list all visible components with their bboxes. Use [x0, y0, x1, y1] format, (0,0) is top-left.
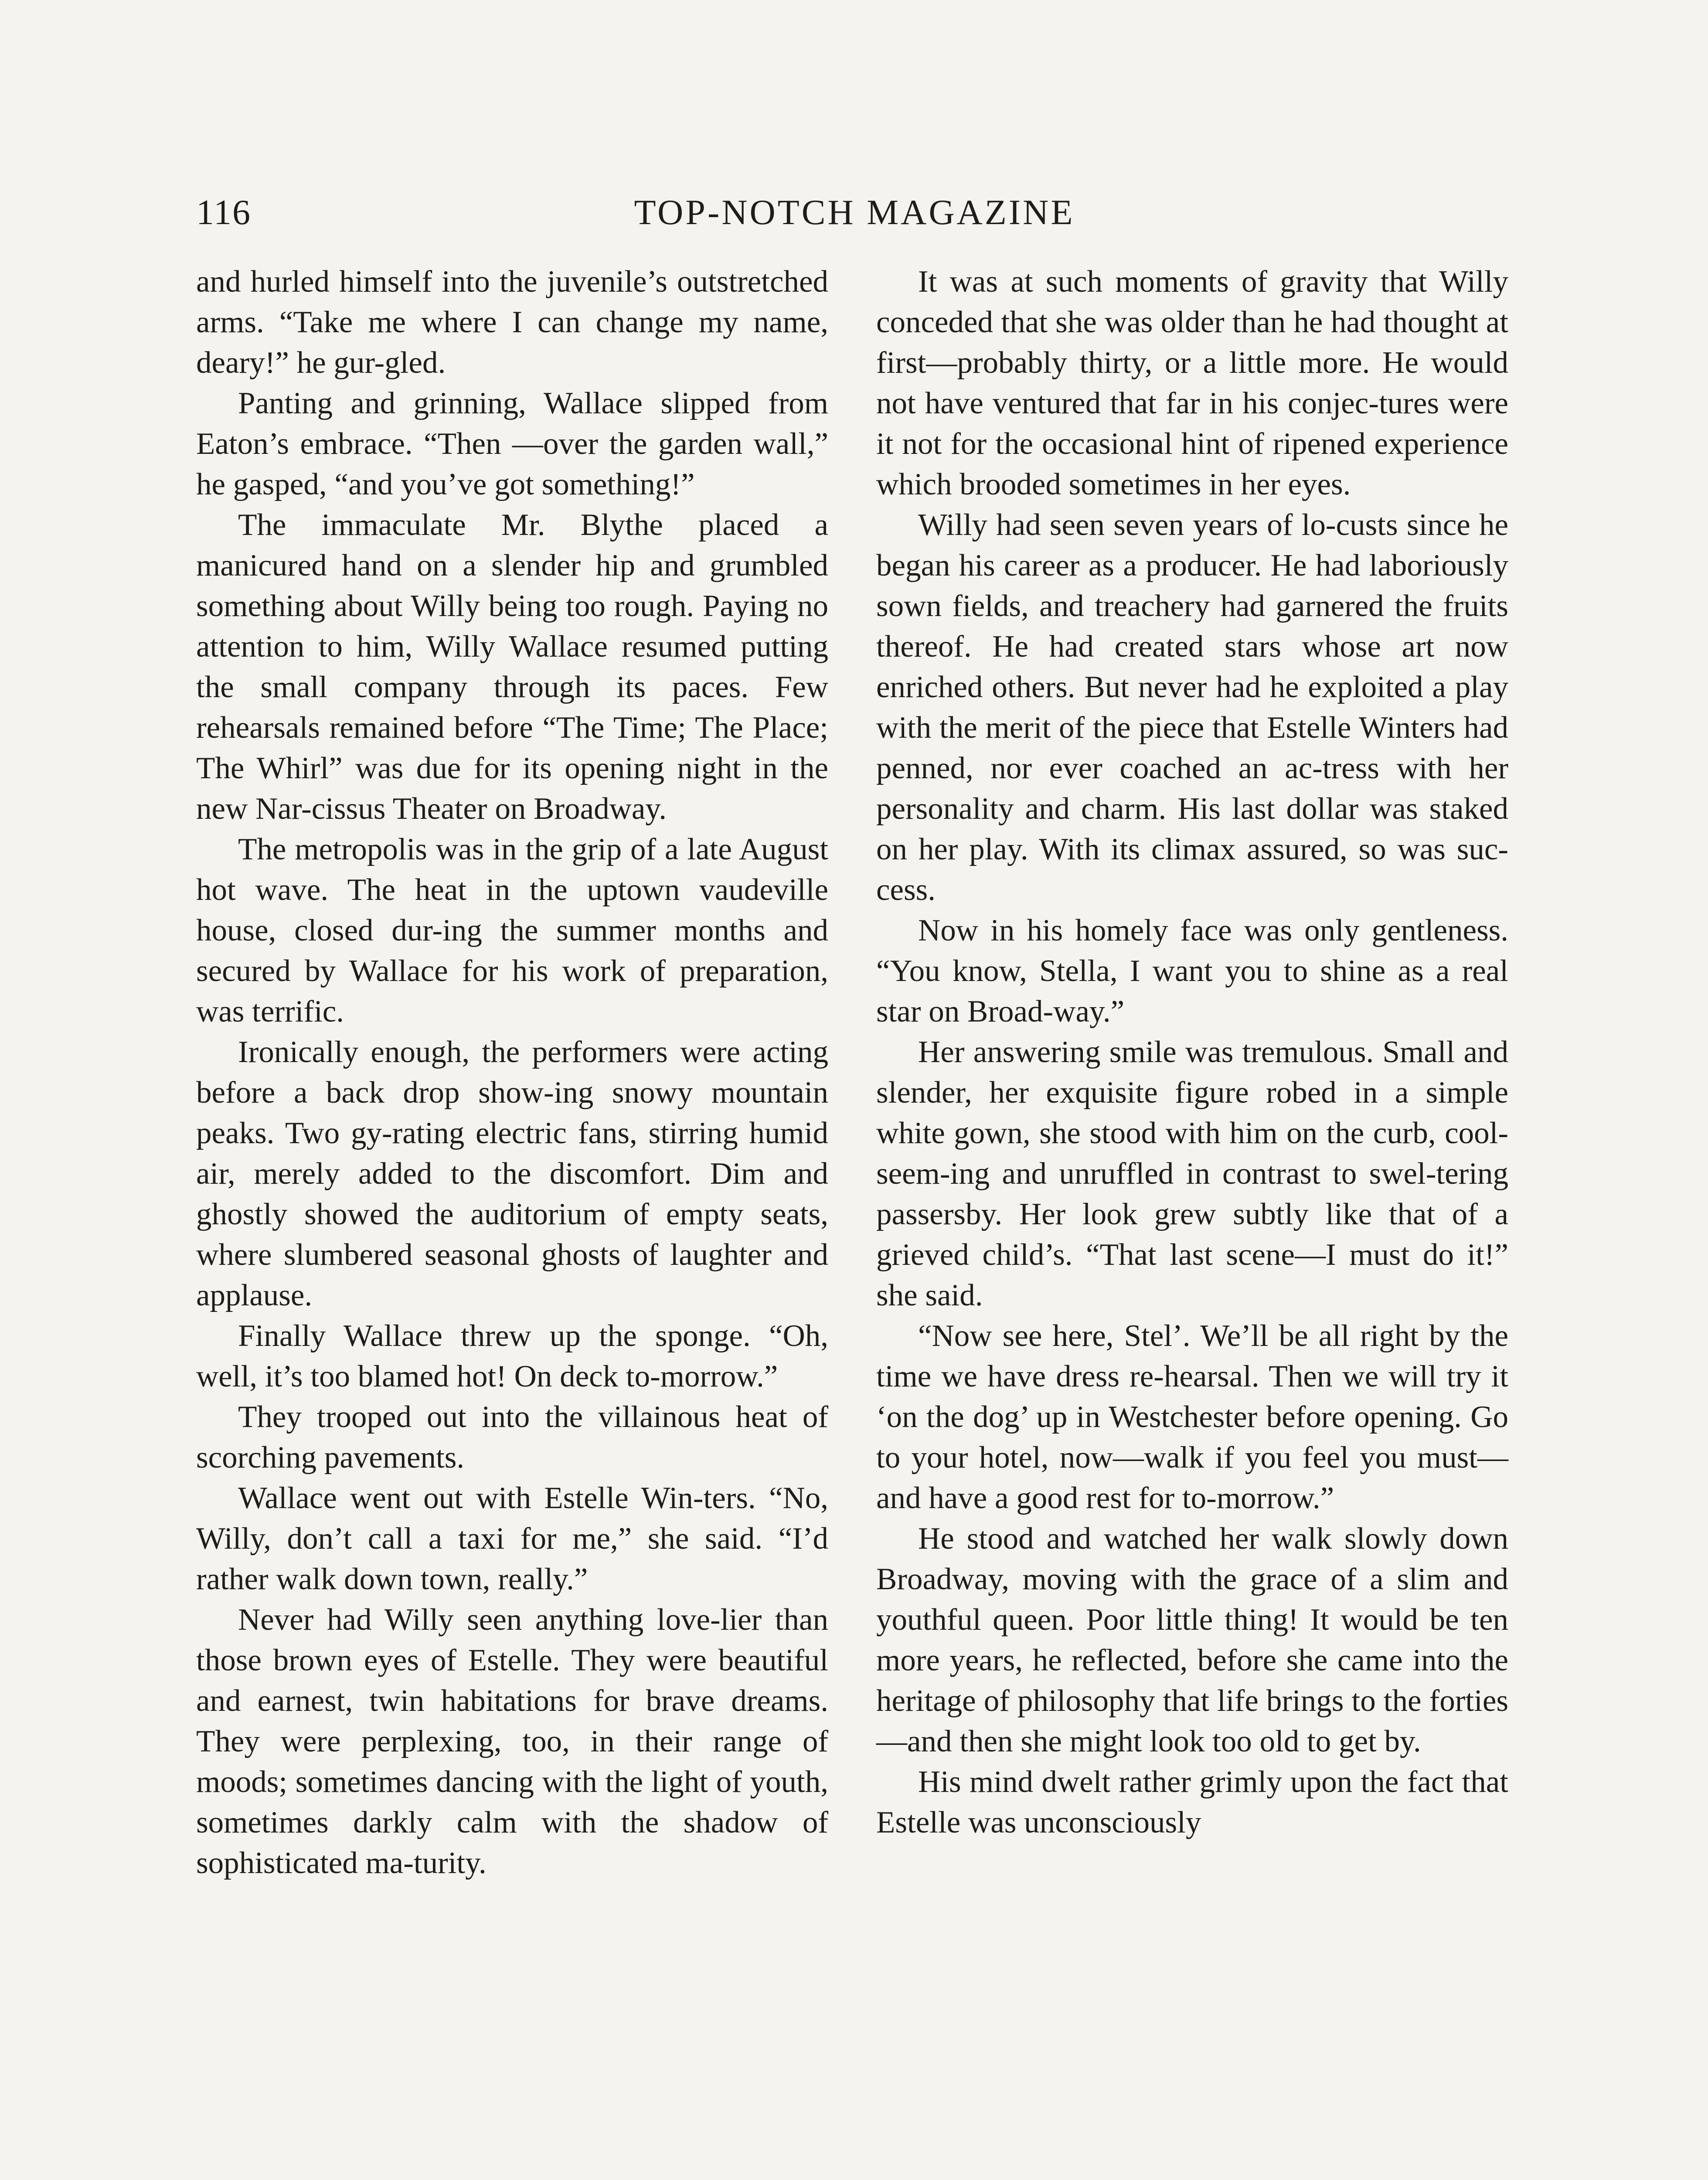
paragraph: Panting and grinning, Wallace slipped from Eaton’s embrace. “Then —over the garden wall,” he gasped, “and you’ve got something!” [196, 386, 828, 501]
paragraph: The metropolis was in the grip of a late August hot wave. The heat in the uptown vaudeville house, closed dur-ing the summer months and secured by Wallace for his work of preparation, was terrific. [196, 832, 828, 1029]
paragraph: It was at such moments of gravity that Willy conceded that she was older than he had thought at first—probably thirty, or a little more. He would not have ventured that far in his conjec-tures were it not for the occasional hint of ripened experience which brooded sometimes in her eyes. [876, 265, 1508, 501]
paragraph: His mind dwelt rather grimly upon the fact that Estelle was unconsciously [876, 1765, 1508, 1839]
paragraph: He stood and watched her walk slowly down Broadway, moving with the grace of a slim and youthful queen. Poor little thing! It would be ten more years, he reflected, before she came into the heritage of philosophy that life brings to the forties—and then she might look too old to get by. [876, 1522, 1508, 1758]
paragraph: Willy had seen seven years of lo-custs since he began his career as a producer. He had laboriously sown fields, and treachery had garnered the fruits thereof. He had created stars whose art now enriched others. But never had he exploited a play with the merit of the piece that Estelle Winters had penned, nor ever coached an ac-tress with her personality and charm. His last dollar was staked on her play. With its climax assured, so was suc-cess. [876, 508, 1508, 907]
paragraph: Finally Wallace threw up the sponge. “Oh, well, it’s too blamed hot! On deck to-morrow.” [196, 1319, 828, 1393]
right-column [876, 262, 1508, 1843]
running-head [196, 188, 1513, 236]
page-number: 116 [196, 192, 251, 232]
paragraph: Wallace went out with Estelle Win-ters. “No, Willy, don’t call a taxi for me,” she said. “I’d rather walk down town, really.” [196, 1481, 828, 1596]
paragraph: Ironically enough, the performers were acting before a back drop show-ing snowy mountain peaks. Two gy-rating electric fans, stirring humid air, merely added to the discomfort. Dim and ghostly showed the auditorium of empty seats, where slumbered seasonal ghosts of laughter and applause. [196, 1035, 828, 1312]
paragraph: “Now see here, Stel’. We’ll be all right by the time we have dress re-hearsal. Then we will try it ‘on the dog’ up in Westchester before opening. Go to your hotel, now—walk if you feel you must—and have a good rest for to-morrow.” [876, 1319, 1508, 1515]
paragraph: Her answering smile was tremulous. Small and slender, her exquisite figure robed in a simple white gown, she stood with him on the curb, cool-seem-ing and unruffled in contrast to swel-tering passersby. Her look grew subtly like that of a grieved child’s. “That last scene—I must do it!” she said. [876, 1035, 1508, 1312]
paragraph: Never had Willy seen anything love-lier than those brown eyes of Estelle. They were beautiful and earnest, twin habitations for brave dreams. They were perplexing, too, in their range of moods; sometimes dancing with the light of youth, sometimes darkly calm with the shadow of sophisticated ma-turity. [196, 1603, 828, 1880]
paragraph: The immaculate Mr. Blythe placed a manicured hand on a slender hip and grumbled something about Willy being too rough. Paying no attention to him, Willy Wallace resumed putting the small company through its paces. Few rehearsals remained before “The Time; The Place; The Whirl” was due for its opening night in the new Nar-cissus Theater on Broadway. [196, 508, 828, 826]
paragraph: Now in his homely face was only gentleness. “You know, Stella, I want you to shine as a real star on Broad-way.” [876, 913, 1508, 1029]
magazine-title: TOP-NOTCH MAGAZINE [634, 192, 1075, 232]
left-column [196, 262, 828, 1884]
paragraph: They trooped out into the villainous heat of scorching pavements. [196, 1400, 828, 1475]
paragraph: and hurled himself into the juvenile’s outstretched arms. “Take me where I can change my name, deary!” he gur-gled. [196, 265, 828, 380]
